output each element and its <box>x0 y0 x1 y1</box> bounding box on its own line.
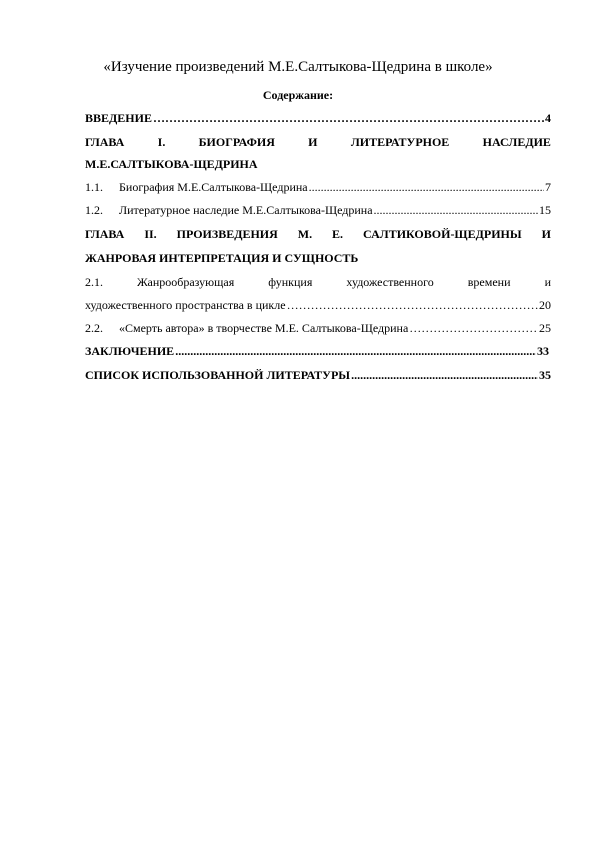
toc-word: ЛИТЕРАТУРНОЕ <box>350 135 450 149</box>
toc-entry-page: 20 <box>539 298 551 312</box>
toc-word: И <box>541 227 551 241</box>
toc-entry-label: Биография М.Е.Салтыкова-Щедрина <box>119 180 308 194</box>
toc-leader <box>287 297 538 313</box>
toc-chapter2-line1[interactable] <box>85 226 551 242</box>
toc-leader <box>153 110 544 126</box>
toc-entry-number: 2.2. <box>85 321 103 335</box>
toc-entry-label: Литературное наследие М.Е.Салтыкова-Щедрина <box>119 203 373 217</box>
toc-leader <box>409 320 538 336</box>
toc-entry-label: ЖАНРОВАЯ ИНТЕРПРЕТАЦИЯ И СУЩНОСТЬ <box>85 251 359 265</box>
toc-entry-references[interactable] <box>85 367 551 383</box>
toc-entry-2-1-line2[interactable] <box>85 297 551 313</box>
document-title: «Изучение произведений М.Е.Салтыкова-Щедрина в школе» <box>103 59 493 75</box>
toc-entry-number: 1.1. <box>85 180 103 194</box>
toc-word: Жанрообразующая <box>137 275 235 289</box>
toc-chapter1-line2[interactable] <box>85 156 551 172</box>
toc-leader <box>351 367 538 383</box>
toc-leader <box>309 179 544 195</box>
toc-word: ПРОИЗВЕДЕНИЯ <box>176 227 278 241</box>
toc-entry-label: художественного пространства в цикле <box>85 298 286 312</box>
toc-entry-2-1-line1[interactable] <box>85 274 551 290</box>
toc-word: II. <box>144 227 157 241</box>
toc-word: художественного <box>346 275 434 289</box>
toc-entry-1-2[interactable] <box>85 202 551 218</box>
toc-word: НАСЛЕДИЕ <box>482 135 551 149</box>
toc-entry-2-2[interactable] <box>85 320 551 336</box>
toc-word: САЛТИКОВОЙ-ЩЕДРИНЫ <box>363 227 522 241</box>
toc-entry-number: 1.2. <box>85 203 103 217</box>
toc-chapter1-line1[interactable] <box>85 134 551 150</box>
toc-word: времени <box>467 275 511 289</box>
toc-entry-page: 33 <box>537 344 549 358</box>
toc-entry-label: М.Е.САЛТЫКОВА-ЩЕДРИНА <box>85 157 258 171</box>
toc-word: ГЛАВА <box>85 135 125 149</box>
toc-chapter2-line2[interactable] <box>85 250 551 266</box>
toc-leader <box>175 343 536 359</box>
toc-entry-label: СПИСОК ИСПОЛЬЗОВАННОЙ ЛИТЕРАТУРЫ <box>85 368 351 382</box>
toc-entry-page: 35 <box>539 368 551 382</box>
toc-word: ГЛАВА <box>85 227 125 241</box>
toc-word: I. <box>157 135 166 149</box>
toc-entry-label: ЗАКЛЮЧЕНИЕ <box>85 344 175 358</box>
toc-entry-conclusion[interactable] <box>85 343 549 359</box>
toc-entry-intro[interactable] <box>85 110 551 126</box>
toc-entry-page: 25 <box>539 321 551 335</box>
toc-word: функция <box>268 275 313 289</box>
toc-entry-label: «Смерть автора» в творчестве М.Е. Салтыкова-Щедрина <box>119 321 409 335</box>
toc-word: 2.1. <box>85 275 103 289</box>
toc-entry-label: ВВЕДЕНИЕ <box>85 111 152 125</box>
toc-entry-page: 4 <box>545 111 551 125</box>
toc-word: М. <box>297 227 313 241</box>
toc-word: БИОГРАФИЯ <box>198 135 275 149</box>
toc-word: И <box>308 135 318 149</box>
toc-entry-page: 7 <box>545 180 551 194</box>
toc-entry-page: 15 <box>539 203 551 217</box>
toc-word: Е. <box>332 227 344 241</box>
toc-entry-1-1[interactable] <box>85 179 551 195</box>
toc-leader <box>374 202 538 218</box>
toc-heading: Содержание: <box>262 88 334 102</box>
toc-word: и <box>544 275 551 289</box>
